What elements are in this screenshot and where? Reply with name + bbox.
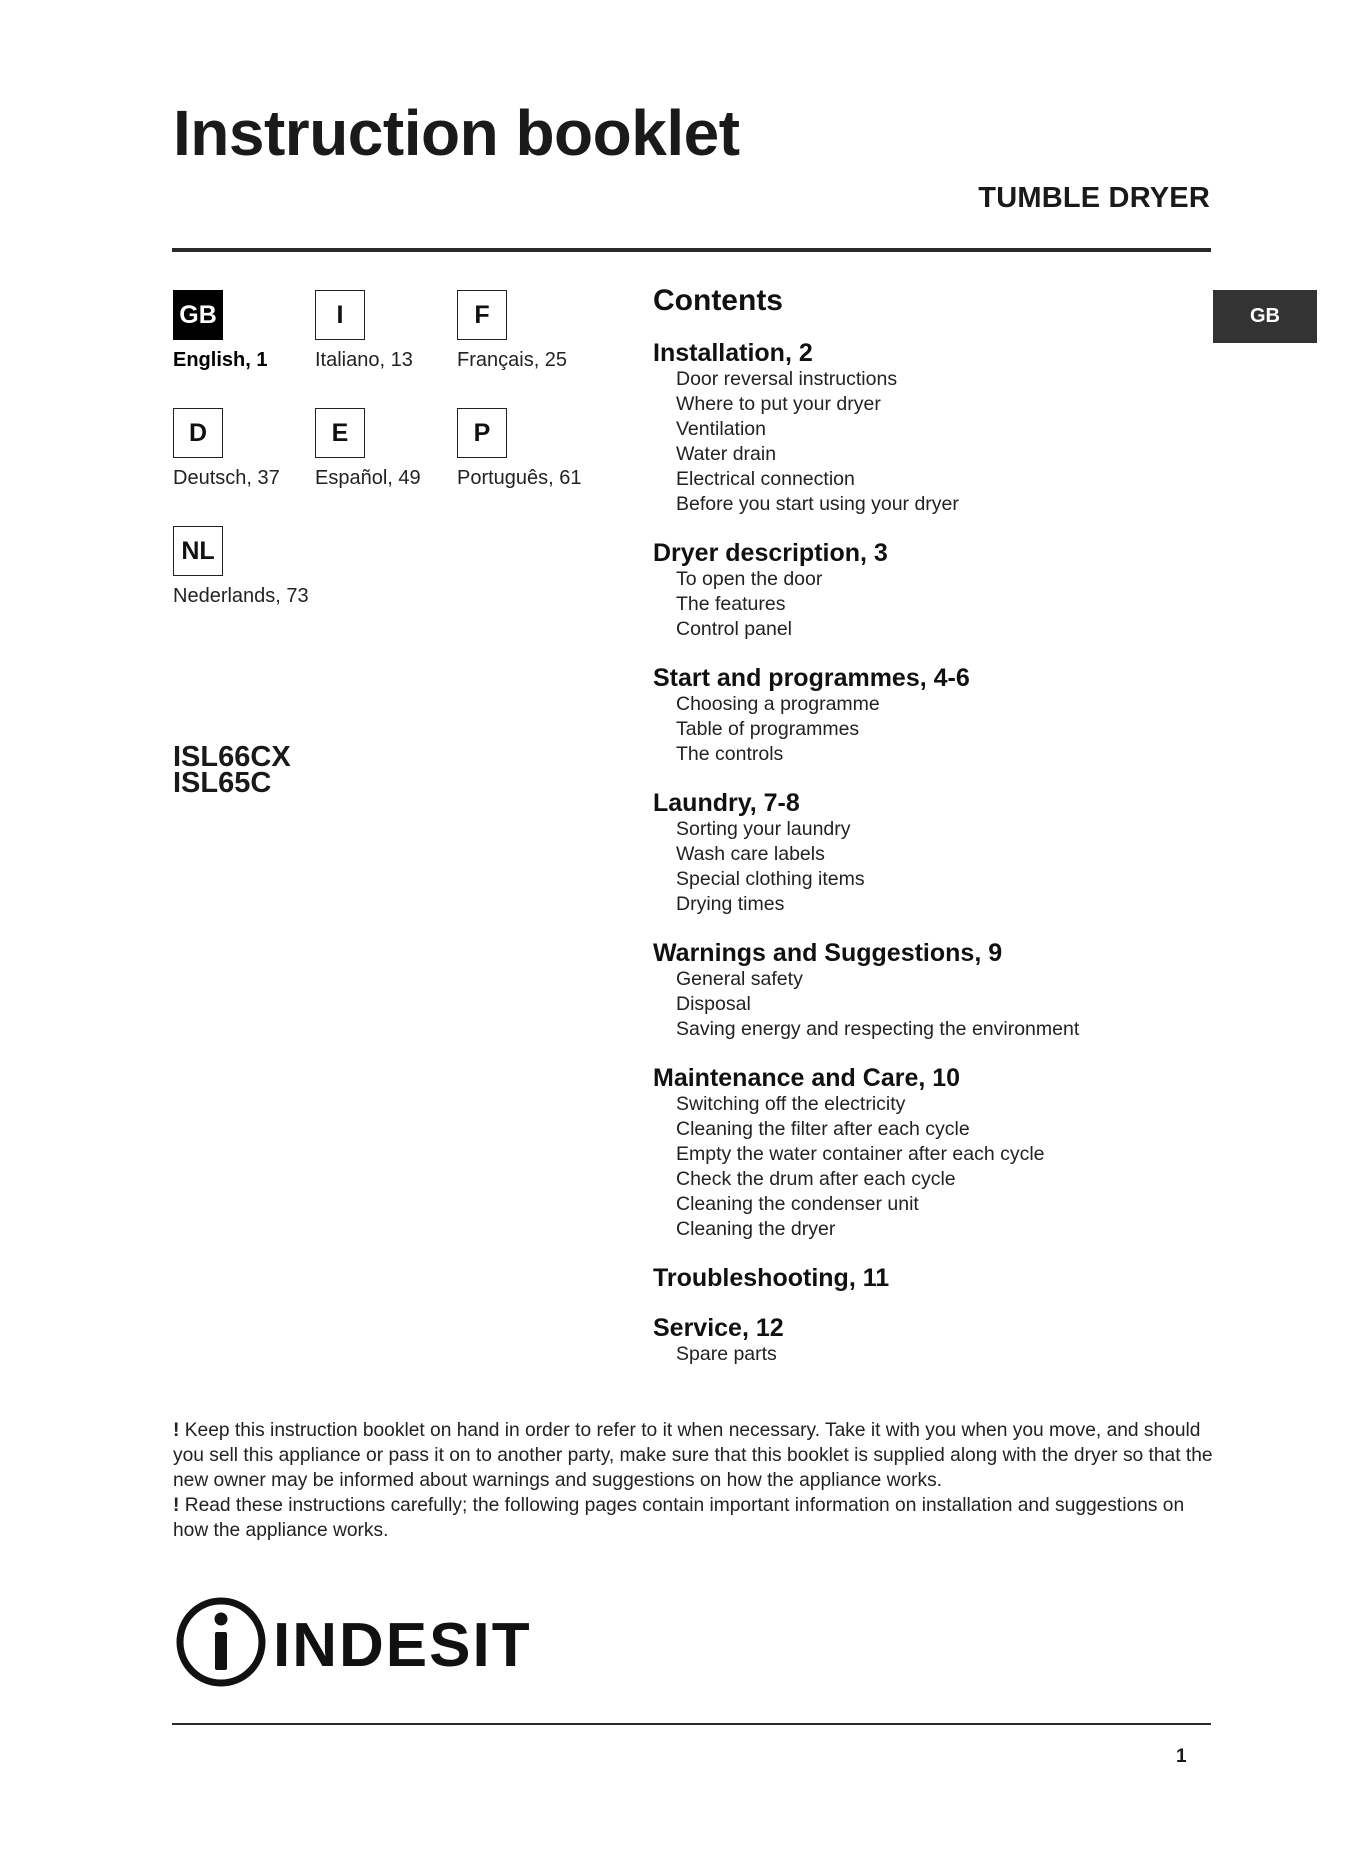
contents-section xyxy=(653,539,1213,642)
page-number: 1 xyxy=(1176,1746,1187,1767)
section-item: Empty the water container after each cycle xyxy=(676,1143,1045,1165)
model-number: ISL66CX xyxy=(173,741,291,773)
section-heading: Service, 12 xyxy=(653,1314,784,1342)
indesit-i-logo-icon xyxy=(173,1592,533,1692)
section-item: Wash care labels xyxy=(676,843,825,865)
language-label: Deutsch, 37 xyxy=(173,467,280,489)
language-entry-f xyxy=(457,290,597,372)
language-label: Português, 61 xyxy=(457,467,582,489)
section-item: Disposal xyxy=(676,993,751,1015)
language-label: Nederlands, 73 xyxy=(173,585,309,607)
brand-logo xyxy=(173,1592,533,1692)
section-item: Electrical connection xyxy=(676,468,855,490)
section-item: Drying times xyxy=(676,893,785,915)
notice-body: Read these instructions carefully; the following pages contain important information on installation and suggestions on how the appliance works. xyxy=(173,1495,1185,1541)
notice-paragraph xyxy=(173,1418,1213,1493)
contents-title: Contents xyxy=(653,284,783,317)
language-code-box: D xyxy=(173,408,223,458)
language-entry-gb xyxy=(173,290,313,372)
warning-mark: ! xyxy=(173,1420,180,1441)
contents-section xyxy=(653,789,1213,917)
language-label: Français, 25 xyxy=(457,349,568,371)
section-item: Choosing a programme xyxy=(676,693,880,715)
notice-text xyxy=(173,1418,1213,1543)
section-heading: Warnings and Suggestions, 9 xyxy=(653,939,1003,967)
section-item: To open the door xyxy=(676,568,823,590)
section-item: Cleaning the filter after each cycle xyxy=(676,1118,970,1140)
section-heading: Dryer description, 3 xyxy=(653,539,888,567)
warning-mark: ! xyxy=(173,1495,180,1516)
contents-section xyxy=(653,1264,1213,1292)
section-heading: Laundry, 7-8 xyxy=(653,789,800,817)
language-side-tab: GB xyxy=(1213,290,1317,343)
section-item: Water drain xyxy=(676,443,777,465)
section-item: General safety xyxy=(676,968,803,990)
language-entry-d xyxy=(173,408,313,490)
language-code-box: NL xyxy=(173,526,223,576)
contents-section xyxy=(653,339,1213,517)
section-item: Where to put your dryer xyxy=(676,393,881,415)
footer-divider xyxy=(172,1723,1211,1725)
section-item: Special clothing items xyxy=(676,868,865,890)
notice-body: Keep this instruction booklet on hand in order to refer to it when necessary. Take it with you when you move, and should you sell this appliance or pass it on to another party, make sure that this booklet is supplied along with the dryer so that the new owner may be informed about warnings and suggestions on how the appliance works. xyxy=(173,1420,1213,1491)
section-item: Switching off the electricity xyxy=(676,1093,906,1115)
language-code-box: P xyxy=(457,408,507,458)
section-item: Control panel xyxy=(676,618,792,640)
language-entry-e xyxy=(315,408,455,490)
section-item: The features xyxy=(676,593,786,615)
section-item: Table of programmes xyxy=(676,718,860,740)
product-type: TUMBLE DRYER xyxy=(978,182,1210,214)
language-entry-nl xyxy=(173,526,313,608)
table-of-contents xyxy=(653,283,1213,1389)
language-label: English, 1 xyxy=(173,349,268,371)
contents-sections xyxy=(653,339,1213,1367)
language-code-box: E xyxy=(315,408,365,458)
section-item: Before you start using your dryer xyxy=(676,493,959,515)
language-entry-p xyxy=(457,408,597,490)
model-numbers xyxy=(173,741,291,799)
contents-section xyxy=(653,939,1213,1042)
section-item: Saving energy and respecting the environment xyxy=(676,1018,1080,1040)
language-code-box: GB xyxy=(173,290,223,340)
language-label: Español, 49 xyxy=(315,467,421,489)
language-label: Italiano, 13 xyxy=(315,349,413,371)
brand-name: INDESIT xyxy=(273,1611,532,1680)
section-heading: Troubleshooting, 11 xyxy=(653,1264,890,1292)
section-item: Door reversal instructions xyxy=(676,368,898,390)
section-item: Check the drum after each cycle xyxy=(676,1168,956,1190)
contents-section xyxy=(653,1314,1213,1367)
section-item: Ventilation xyxy=(676,418,766,440)
contents-section xyxy=(653,664,1213,767)
section-item: The controls xyxy=(676,743,784,765)
section-item: Sorting your laundry xyxy=(676,818,851,840)
section-heading: Start and programmes, 4-6 xyxy=(653,664,970,692)
contents-section xyxy=(653,1064,1213,1242)
model-number: ISL65C xyxy=(173,767,272,799)
section-item: Cleaning the condenser unit xyxy=(676,1193,919,1215)
language-entry-i xyxy=(315,290,455,372)
section-item: Spare parts xyxy=(676,1343,777,1365)
header-divider xyxy=(172,248,1211,252)
language-code-box: I xyxy=(315,290,365,340)
section-heading: Maintenance and Care, 10 xyxy=(653,1064,961,1092)
notice-paragraph xyxy=(173,1493,1213,1543)
section-heading: Installation, 2 xyxy=(653,339,813,367)
section-item: Cleaning the dryer xyxy=(676,1218,836,1240)
page-title: Instruction booklet xyxy=(173,97,740,169)
language-code-box: F xyxy=(457,290,507,340)
